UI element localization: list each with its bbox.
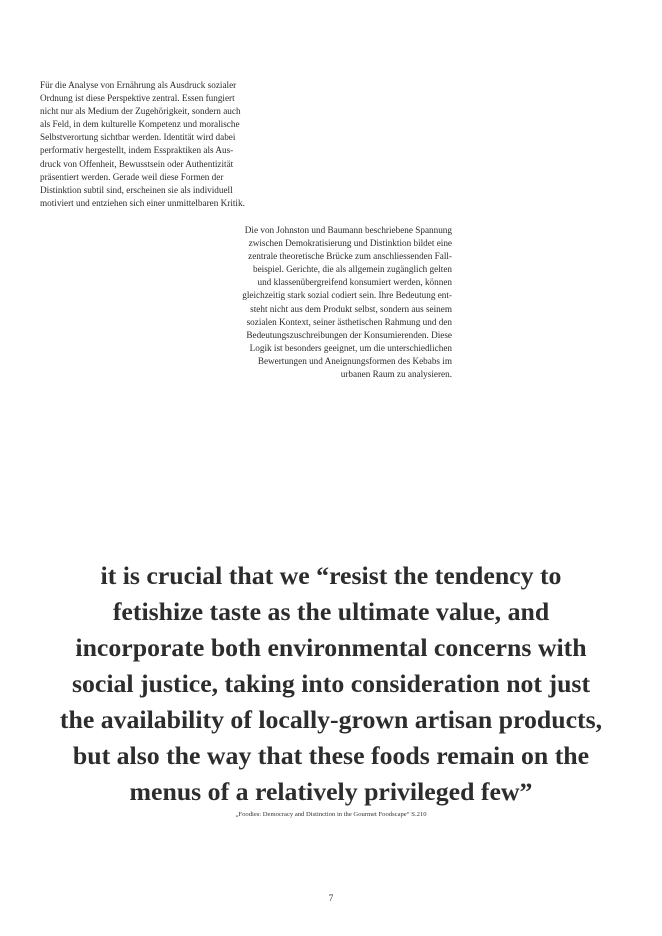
left-paragraph-line: motiviert und entziehen sich einer unmittelbaren Kritik. <box>40 197 245 208</box>
left-paragraph-line: druck von Offenheit, Bewusstsein oder Authentizität <box>40 158 234 169</box>
right-paragraph-line: zwischen Demokratisierung und Distinktion bildet eine <box>248 238 452 249</box>
pull-quote-line: but also the way that these foods remain on the <box>72 741 590 770</box>
left-paragraph-line: präsentiert werden. Gerade weil diese Formen der <box>40 171 224 182</box>
pull-quote <box>20 558 642 810</box>
right-paragraph-line: zentrale theoretische Brücke zum anschliessenden Fall- <box>248 251 452 262</box>
left-paragraph-line: Für die Analyse von Ernährung als Ausdruck sozialer <box>40 80 237 90</box>
page-number: 7 <box>328 894 334 904</box>
left-paragraph-line: Distinktion subtil sind, erscheinen sie als individuell <box>40 184 233 195</box>
left-paragraph-line: Selbstverortung sichtbar werden. Identität wird dabei <box>40 132 236 143</box>
right-paragraph-line: und klassenübergreifend konsumiert werden, können <box>257 277 452 288</box>
right-paragraph-line: Bewertungen und Aneignungsformen des Kebabs im <box>257 355 452 366</box>
pull-quote-line: incorporate both environmental concerns with <box>75 633 587 662</box>
right-paragraph-line: steht nicht aus dem Produkt selbst, sondern aus seinem <box>250 303 452 314</box>
right-paragraph-line: gleichzeitig stark sozial codiert sein. Ihre Bedeutung ent- <box>242 290 452 301</box>
right-paragraph-line: Logik ist besonders geeignet, um die unterschiedlichen <box>249 342 452 353</box>
right-paragraph-line: Bedeutungszuschreibungen der Konsumierenden. Diese <box>246 329 452 340</box>
left-paragraph-line: nicht nur als Medium der Zugehörigkeit, sondern auch <box>40 106 241 117</box>
pull-quote-line: social justice, taking into consideration not just <box>71 669 591 698</box>
left-paragraph-line: performativ hergestellt, indem Esspraktiken als Aus- <box>40 145 234 156</box>
left-paragraph <box>40 79 300 210</box>
pull-quote-line: menus of a relatively privileged few” <box>129 777 533 806</box>
right-paragraph-line: sozialen Kontext, seiner ästhetischen Rahmung und den <box>246 316 452 327</box>
right-paragraph-line: beispiel. Gerichte, die als allgemein zugänglich gelten <box>253 264 452 275</box>
right-paragraph-line: Die von Johnston und Baumann beschriebene Spannung <box>244 225 452 235</box>
quote-citation: „Foodies: Democracy and Distinction in the Gourmet Foodscape“ S.210 <box>235 811 427 818</box>
right-paragraph <box>196 224 452 381</box>
pull-quote-line: the availability of locally-grown artisan products, <box>59 705 603 734</box>
right-paragraph-line: urbanen Raum zu analysieren. <box>340 369 452 380</box>
left-paragraph-line: als Feld, in dem kulturelle Kompetenz und moralische <box>40 119 240 130</box>
left-paragraph-line: Ordnung ist diese Perspektive zentral. Essen fungiert <box>40 93 235 104</box>
pull-quote-line: fetishize taste as the ultimate value, and <box>112 597 550 626</box>
pull-quote-line: it is crucial that we “resist the tendency to <box>100 561 562 590</box>
